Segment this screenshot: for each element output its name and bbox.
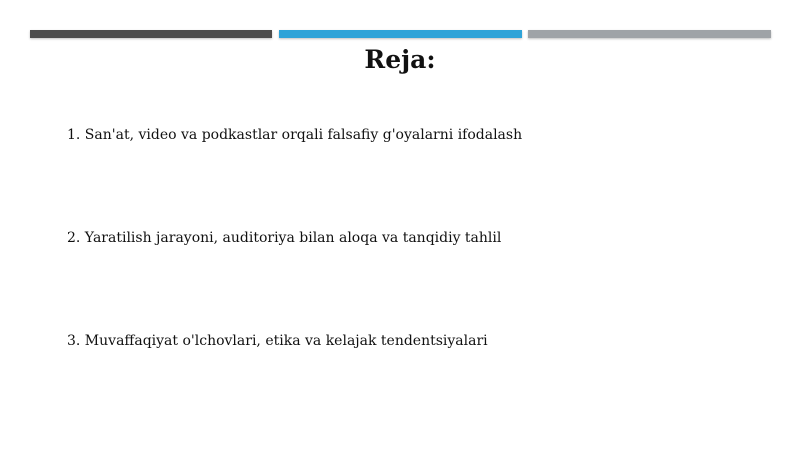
accent-bar-blue	[279, 30, 522, 38]
accent-bar-dark	[30, 30, 272, 38]
agenda-item: 1. San'at, video va podkastlar orqali falsafiy g'oyalarni ifodalash	[67, 127, 523, 143]
agenda-item: 2. Yaratilish jarayoni, auditoriya bilan aloqa va tanqidiy tahlil	[67, 230, 502, 246]
accent-bar-gray	[528, 30, 771, 38]
header-accent-bars	[0, 0, 800, 40]
slide-title: Reja:	[364, 45, 436, 74]
agenda-item: 3. Muvaffaqiyat o'lchovlari, etika va kelajak tendentsiyalari	[67, 333, 488, 349]
